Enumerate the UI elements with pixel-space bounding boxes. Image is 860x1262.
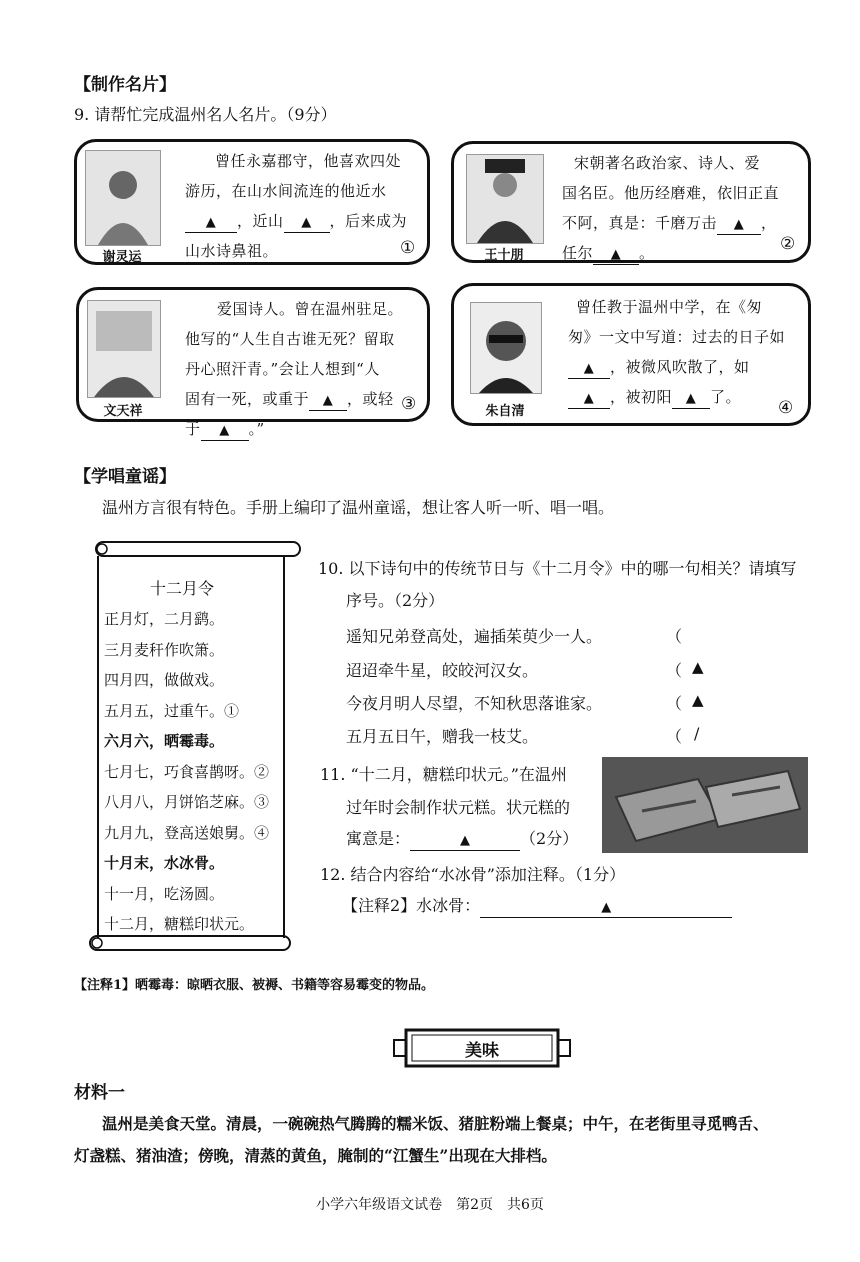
card-text: 爱国诗人。曾在温州驻足。 他写的“人生自古谁无死？留取 丹心照汗青。”会让人想到“人 固有一死，或重于 ▲ ，或轻 于 ▲ 。” (185, 294, 430, 444)
portrait-image (87, 300, 161, 398)
card-text: 曾任永嘉郡守，他喜欢四处 游历，在山水间流连的他近水 ▲ ，近山 ▲ ，后来成为 山水诗鼻祖。 (185, 152, 408, 260)
portrait-image (470, 302, 542, 394)
question-9: 9. 请帮忙完成温州名人名片。（9分） (74, 105, 337, 124)
portrait-image (466, 154, 544, 244)
answer-mark: ▲ (692, 691, 704, 709)
card-number: ① (400, 238, 416, 258)
card-xie-lingyun (74, 139, 430, 265)
poem-line: 迢迢牵牛星，皎皎河汉女。 (346, 661, 539, 680)
poem-line: 遥知兄弟登高处，遍插茱萸少一人。 (346, 627, 603, 646)
question-10: 10. 以下诗句中的传统节日与《十二月令》中的哪一句相关？请填写 (318, 559, 797, 578)
section-heading-cards: 【制作名片】 (74, 75, 176, 95)
intro-text: 温州方言很有特色。手册上编印了温州童谣，想让客人听一听、唱一唱。 (102, 498, 615, 517)
scroll-poem (88, 540, 302, 952)
page-footer: 小学六年级语文试卷 第2页 共6页 (316, 1197, 544, 1213)
answer-mark: ▲ (692, 658, 704, 676)
question-11: 11. “十二月，糖糕印状元。”在温州 (320, 765, 567, 784)
card-text: 宋朝著名政治家、诗人、爱 国名臣。他历经磨难，依旧正直 不阿，真是：千磨万击 ▲ ， 任尔 ▲ 。 (562, 148, 807, 268)
portrait-image (85, 150, 161, 246)
scroll-lines: 正月灯，二月鹞。 三月麦秆作吹箫。 四月四，做做戏。 五月五，过重午。① 六月六，晒霉毒。 七月七，巧食喜鹊呀。② 八月八，月饼馅芝麻。③ 九月九，登高送娘舅。④ 十月末，水冰骨。 十一月，吃汤圆。 十二月，糖糕印状元。 (104, 610, 270, 933)
answer-paren: （ (666, 694, 683, 713)
card-number: ④ (778, 398, 794, 418)
answer-mark: / (694, 724, 700, 743)
answer-paren: （ (666, 661, 683, 680)
question-12: 12. 结合内容给“水冰骨”添加注释。（1分） (320, 865, 626, 884)
answer-paren: （ (666, 627, 683, 646)
card-text: 曾任教于温州中学，在《匆 匆》一文中写道：过去的日子如 ▲ ，被微风吹散了，如 ▲ ，被初阳 ▲ 了。 (568, 292, 806, 412)
question-10-cont: 序号。（2分） (346, 591, 445, 610)
section-heading-songs: 【学唱童谣】 (74, 467, 176, 487)
poem-line: 五月五日午，赠我一枝艾。 (346, 727, 539, 746)
card-wen-tianxiang (76, 287, 430, 438)
answer-paren: （ (666, 727, 683, 746)
card-wang-shipeng (451, 141, 811, 263)
paragraph-line: 温州是美食天堂。清晨，一碗碗热气腾腾的糯米饭、猪脏粉端上餐桌；中午，在老街里寻觅鸭舌、 (102, 1114, 769, 1133)
card-zhu-ziqing (451, 283, 811, 426)
material-heading: 材料一 (74, 1083, 125, 1103)
card-number: ② (780, 234, 796, 254)
banner-title: 美味 (465, 1041, 499, 1061)
question-11-answer: 寓意是： ▲ （2分） (346, 826, 578, 851)
note2-line: 【注释2】水冰骨： ▲ (342, 893, 732, 918)
paragraph-line: 灯盏糕、猪油渣；傍晚，清蒸的黄鱼，腌制的“江蟹生”出现在大排档。 (74, 1146, 557, 1165)
note1: 【注释1】晒霉毒：晾晒衣服、被褥、书籍等容易霉变的物品。 (74, 978, 435, 993)
cake-photo (602, 757, 808, 853)
person-name: 王十朋 (484, 248, 524, 263)
person-name: 文天祥 (103, 404, 143, 419)
scroll-title: 十二月令 (150, 579, 215, 598)
banner (392, 1028, 572, 1068)
poem-line: 今夜月明人尽望，不知秋思落谁家。 (346, 694, 603, 713)
person-name: 朱自清 (485, 404, 525, 419)
question-11-cont: 过年时会制作状元糕。状元糕的 (346, 798, 571, 817)
person-name: 谢灵运 (102, 250, 142, 265)
card-number: ③ (401, 394, 417, 414)
